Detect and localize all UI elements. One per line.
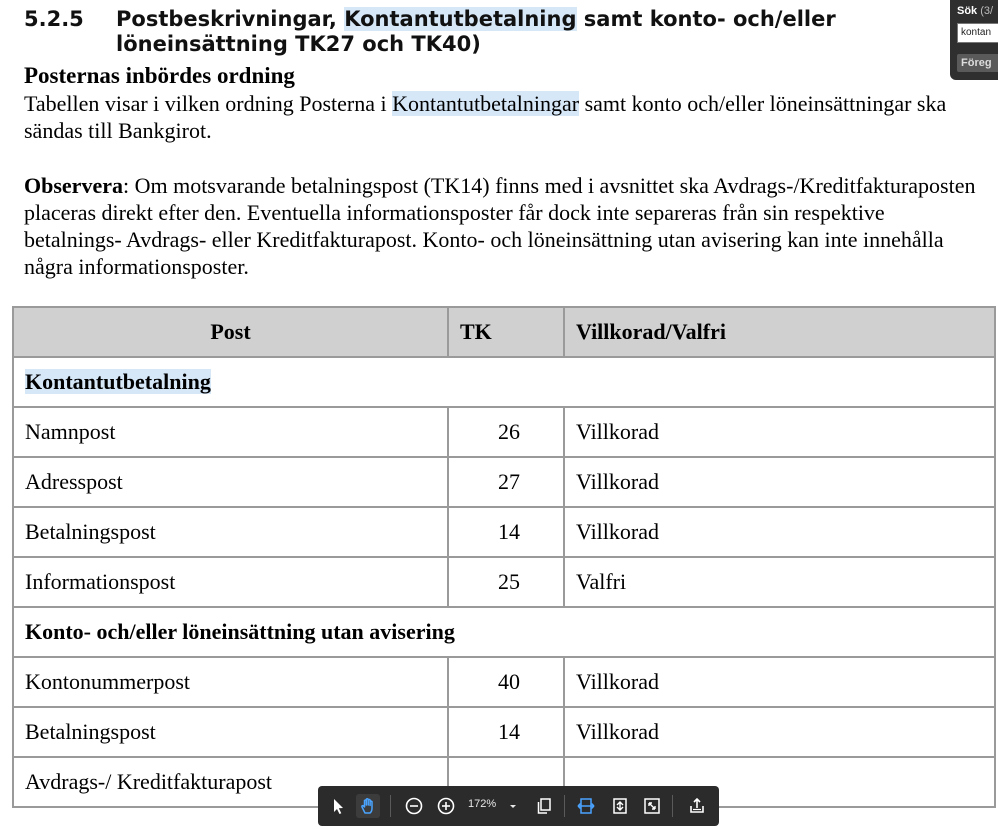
hand-icon[interactable] [356, 794, 380, 818]
zoom-level[interactable]: 172% [468, 798, 497, 810]
table-row [13, 457, 995, 507]
cell-villkorad: Villkorad [564, 657, 995, 707]
table-row [13, 507, 995, 557]
table-section-row [13, 607, 995, 657]
section-label: Konto- och/eller löneinsättning utan avisering [13, 607, 995, 657]
cell-villkorad: Valfri [564, 557, 995, 607]
note-paragraph [24, 172, 984, 280]
toolbar-separator [564, 795, 565, 817]
note-text: : Om motsvarande betalningspost (TK14) finns med i avsnittet ska Avdrags-/Kreditfakturaposten placeras direkt efter den. Eventuella informationsposter får dock inte separeras från sin respektive betalnings- Avdrags- eller Kreditfakturapost. Konto- och löneinsättning utan avisering kan inte innehålla några informationsposter. [24, 173, 976, 279]
intro-pre: Tabellen visar i vilken ordning Posterna i [24, 91, 393, 116]
cell-post: Informationspost [13, 557, 448, 607]
cell-villkorad: Villkorad [564, 707, 995, 757]
zoom-in-icon[interactable] [434, 794, 458, 818]
intro-post: samt konto och/eller löneinsättningar ska sändas till Bankgirot. [24, 91, 947, 143]
cell-tk: 40 [448, 657, 564, 707]
cell-post: Kontonummerpost [13, 657, 448, 707]
note-label: Observera [24, 173, 123, 198]
section-title [116, 7, 951, 57]
fit-page-icon[interactable] [608, 794, 632, 818]
cell-tk: 26 [448, 407, 564, 457]
cell-villkorad: Villkorad [564, 507, 995, 557]
table-header-row [13, 307, 995, 357]
find-input[interactable]: kontan [957, 23, 998, 43]
toolbar-separator [390, 795, 391, 817]
table-row [13, 407, 995, 457]
cell-post: Betalningspost [13, 707, 448, 757]
toolbar-separator [672, 795, 673, 817]
search-highlight: Kontantutbetalning [25, 369, 211, 394]
page-copy-icon[interactable] [532, 794, 556, 818]
header-tk: TK [448, 307, 564, 357]
cell-tk: 25 [448, 557, 564, 607]
subheading: Posternas inbördes ordning [24, 63, 295, 88]
section-label [13, 357, 995, 407]
find-title [957, 5, 993, 17]
search-highlight: Kontantutbetalningar [392, 91, 580, 116]
fit-width-icon[interactable] [574, 794, 598, 818]
intro-paragraph [24, 90, 984, 144]
cell-villkorad: Villkorad [564, 407, 995, 457]
pointer-icon[interactable] [326, 794, 350, 818]
find-panel [950, 0, 998, 80]
cell-tk: 14 [448, 507, 564, 557]
cell-villkorad: Villkorad [564, 457, 995, 507]
table-row [13, 657, 995, 707]
header-post: Post [13, 307, 448, 357]
find-count: (3/ [980, 5, 994, 17]
chevron-down-icon[interactable] [506, 794, 520, 818]
section-number: 5.2.5 [24, 7, 84, 31]
cell-tk: 14 [448, 707, 564, 757]
viewer-toolbar [318, 786, 719, 826]
section-title-post: samt konto- och/eller löneinsättning TK27 och TK40) [116, 7, 836, 56]
search-highlight: Kontantutbetalning [344, 7, 577, 31]
section-title-pre: Postbeskrivningar, [116, 7, 345, 31]
cell-post: Betalningspost [13, 507, 448, 557]
zoom-out-icon[interactable] [402, 794, 426, 818]
record-order-table [12, 306, 996, 808]
find-label: Sök [957, 5, 978, 17]
table-row [13, 707, 995, 757]
header-villkorad: Villkorad/Valfri [564, 307, 995, 357]
cell-post: Adresspost [13, 457, 448, 507]
share-icon[interactable] [685, 794, 709, 818]
cell-post: Namnpost [13, 407, 448, 457]
table-section-row [13, 357, 995, 407]
cell-tk: 27 [448, 457, 564, 507]
find-previous-button[interactable]: Föreg [957, 54, 998, 72]
fullscreen-icon[interactable] [640, 794, 664, 818]
cell-post: Avdrags-/ Kreditfakturapost [13, 757, 448, 807]
table-row [13, 557, 995, 607]
